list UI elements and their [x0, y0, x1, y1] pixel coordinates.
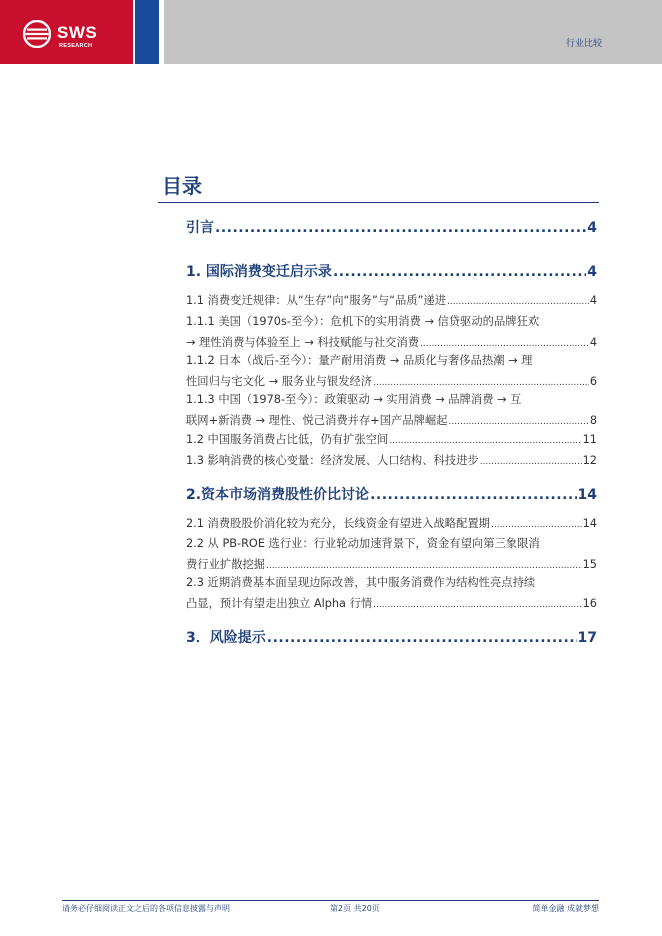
header-blue-bar	[135, 0, 159, 64]
toc-entry-1-1-1[interactable]	[186, 311, 597, 355]
toc-leader-dots	[215, 219, 586, 237]
logo-wordmark: SWS	[57, 23, 98, 42]
toc-entry-section-3[interactable]	[186, 629, 597, 647]
header-gray-bar	[164, 0, 662, 64]
toc-entry-label-line2: 性回归与宅文化 → 服务业与银发经济	[186, 375, 373, 388]
toc-leader-dots	[370, 486, 576, 504]
toc-title: 目录	[162, 174, 202, 198]
toc-entry-1-3[interactable]	[186, 450, 597, 473]
footer-page-info: 第2页 共20页	[330, 904, 380, 913]
footer-divider	[62, 900, 599, 901]
toc-entry-label: 1.2 中国服务消费占比低，仍有扩张空间	[186, 433, 389, 446]
toc-entry-label: 引言	[186, 220, 214, 236]
toc-entry-2-2[interactable]	[186, 533, 597, 577]
footer-disclaimer: 请务必仔细阅读正文之后的各项信息披露与声明	[62, 904, 230, 913]
toc-entry-page: 12	[582, 454, 597, 467]
toc-entry-label: 3．风险提示	[186, 630, 266, 646]
toc-entry-section-2[interactable]	[186, 486, 597, 504]
toc-entry-label-line2: 联网+新消费 → 理性、悦己消费并存+国产品牌崛起	[186, 414, 448, 427]
toc-entry-label-line2: 费行业扩散挖掘	[186, 558, 266, 571]
toc-entry-page: 15	[582, 558, 597, 571]
toc-entry-page: 4	[587, 264, 597, 280]
toc-entry-label: 1. 国际消费变迁启示录	[186, 264, 332, 280]
toc-leader-dots	[480, 452, 582, 473]
toc-entry-page: 6	[589, 375, 597, 388]
toc-entry-label: 2.资本市场消费股性价比讨论	[186, 487, 370, 503]
toc-entry-label: 1.1 消费变迁规律：从“生存”向“服务”与“品质”递进	[186, 294, 447, 307]
toc-entry-page: 8	[589, 414, 597, 427]
toc-entry-label-line1: 1.1.3 中国（1978-至今）：政策驱动 → 实用消费 → 品牌消费 → 互	[186, 393, 522, 406]
toc-entry-page: 4	[589, 294, 597, 307]
toc-entry-label-line1: 2.3 近期消费基本面呈现边际改善，其中服务消费作为结构性亮点持续	[186, 576, 536, 589]
toc-entry-label-line2: 凸显，预计有望走出独立 Alpha 行情	[186, 597, 373, 610]
toc-entry-1-2[interactable]	[186, 429, 597, 452]
toc-entry-page: 4	[589, 336, 597, 349]
toc-entry-1-1-2[interactable]	[186, 350, 597, 394]
toc-entry-2-3[interactable]	[186, 572, 597, 616]
toc-entry-page: 11	[582, 433, 597, 446]
sws-logo-icon	[23, 20, 51, 48]
toc-entry-page: 17	[577, 630, 597, 646]
toc-leader-dots	[333, 263, 586, 281]
toc-divider	[158, 202, 599, 203]
toc-entry-page: 16	[582, 597, 597, 610]
logo-subtitle: RESEARCH	[59, 43, 93, 49]
toc-entry-label-line2: → 理性消费与体验至上 → 科技赋能与社交消费	[186, 336, 420, 349]
toc-leader-dots	[447, 292, 589, 313]
toc-entry-1-1-3[interactable]	[186, 389, 597, 433]
toc-entry-label-line1: 1.1.1 美国（1970s-至今）：危机下的实用消费 → 信贷驱动的品牌狂欢	[186, 315, 540, 328]
toc-leader-dots	[373, 595, 581, 616]
footer-slogan: 简单金融 成就梦想	[532, 904, 599, 913]
toc-entry-label: 2.1 消费股股价消化较为充分，长线资金有望进入战略配置期	[186, 517, 490, 530]
toc-entry-label: 1.3 影响消费的核心变量：经济发展、人口结构、科技进步	[186, 454, 479, 467]
toc-leader-dots	[267, 629, 577, 647]
toc-entry-label-line1: 1.1.2 日本（战后-至今）：量产耐用消费 → 品质化与奢侈品热潮 → 理	[186, 354, 533, 367]
header-brand-block	[0, 0, 133, 64]
header-category-label: 行业比较	[565, 39, 602, 49]
toc-entry-page: 14	[577, 487, 597, 503]
toc-entry-section-1[interactable]	[186, 263, 597, 281]
toc-entry-page: 14	[582, 517, 597, 530]
toc-entry-page: 4	[587, 220, 597, 236]
toc-entry-intro[interactable]	[186, 219, 597, 237]
toc-entry-label-line1: 2.2 从 PB-ROE 选行业：行业轮动加速背景下，资金有望向第三象限消	[186, 537, 540, 550]
toc-entry-1-1[interactable]	[186, 290, 597, 313]
toc-leader-dots	[389, 431, 581, 452]
